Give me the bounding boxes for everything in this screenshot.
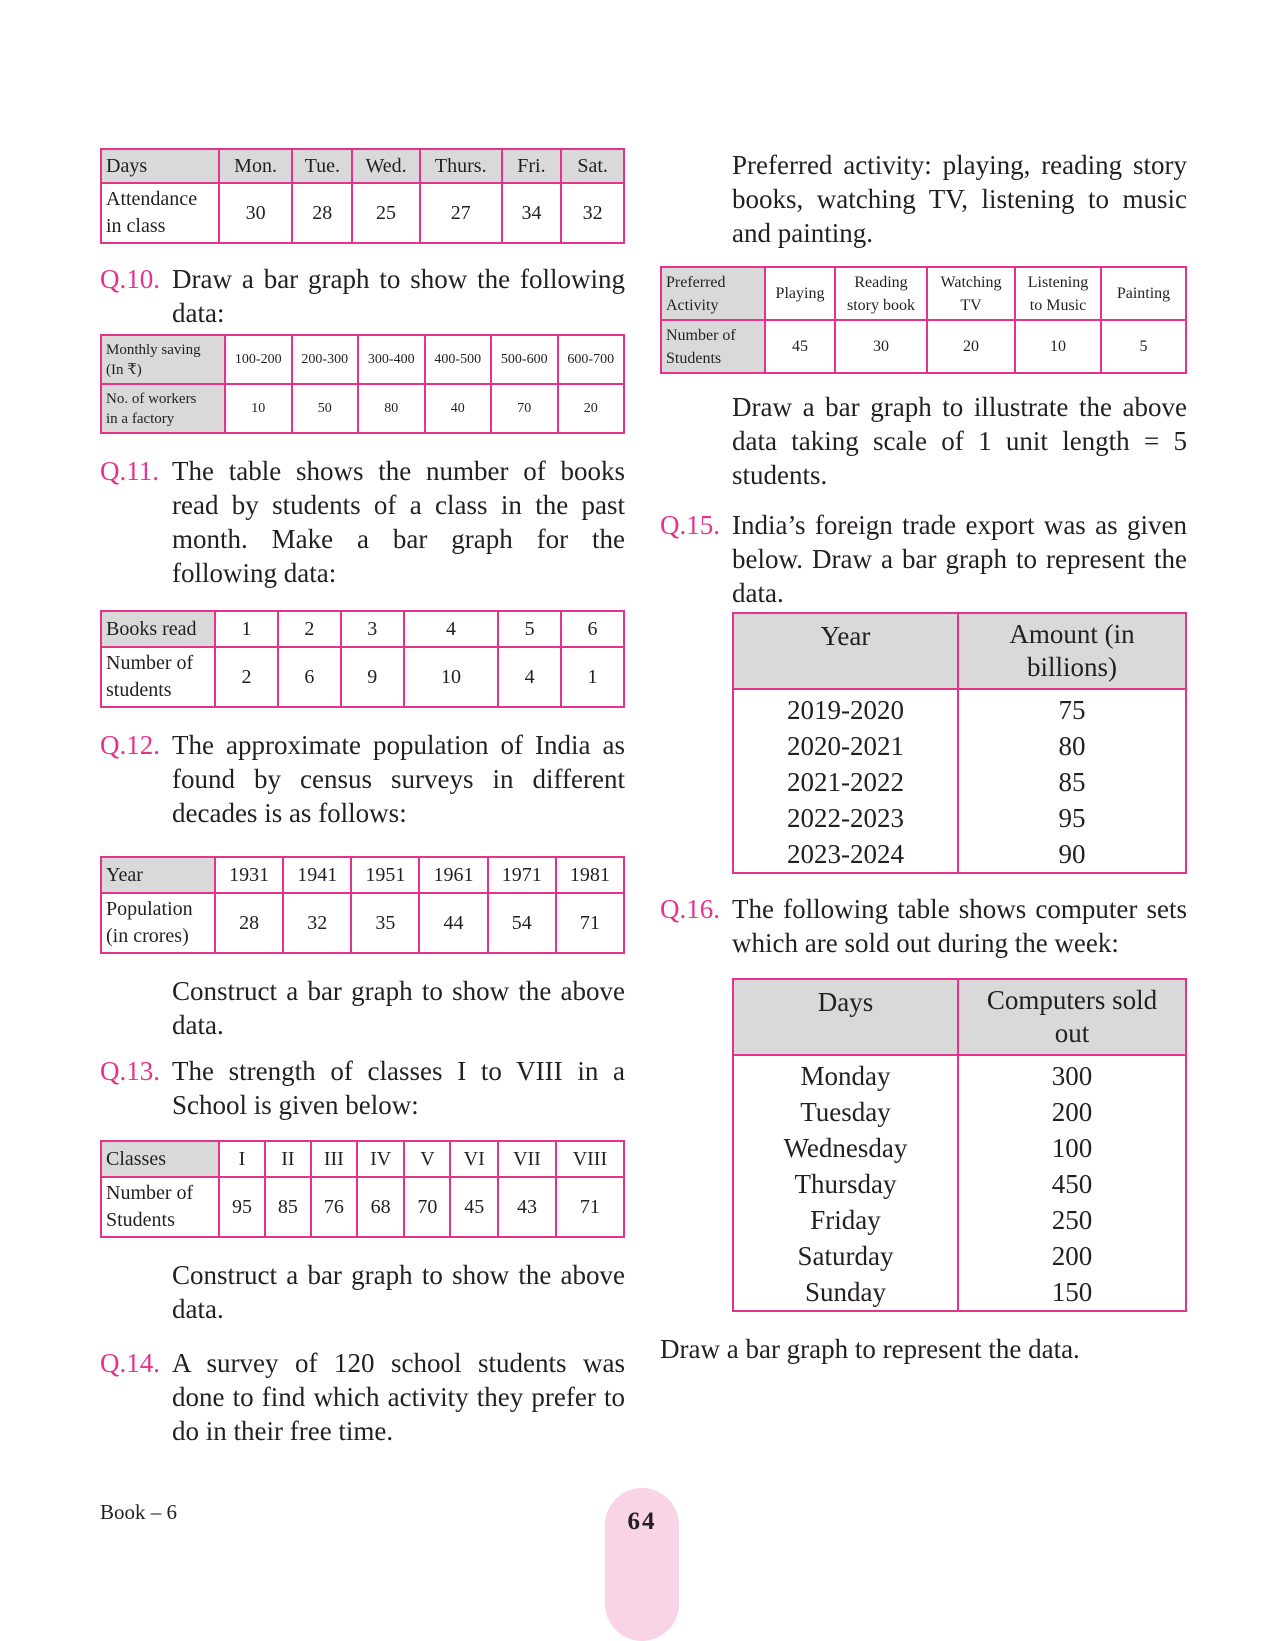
q12-instruction: Construct a bar graph to show the above data.: [172, 976, 625, 1040]
value-cell: 20: [558, 384, 625, 433]
class-cell: VII: [498, 1141, 556, 1177]
q14-continuation: Preferred activity: playing, reading story books, watching TV, listening to music and painting.: [732, 150, 1187, 248]
q16-table-wrap: [732, 978, 1187, 1312]
attendance-header-days: Days: [101, 149, 219, 183]
value-cell: 70: [404, 1177, 450, 1237]
value-cell: 5: [1101, 320, 1186, 373]
value-cell: 10: [1015, 320, 1101, 373]
sold-cell: 200: [958, 1094, 1186, 1130]
attendance-value: 32: [561, 183, 624, 243]
attendance-table: [100, 148, 625, 244]
q16-table: [732, 978, 1187, 1312]
question-text: A survey of 120 school students was done to find which activity they prefer to do in their free time.: [172, 1348, 625, 1446]
class-cell: V: [404, 1141, 450, 1177]
q13-row2-label: [101, 1177, 219, 1237]
label-line: (In ₹): [106, 361, 142, 378]
header-line: Amount (in: [1009, 619, 1135, 649]
value-cell: 70: [491, 384, 558, 433]
sold-cell: 150: [958, 1274, 1186, 1311]
class-cell: II: [265, 1141, 311, 1177]
books-cell: 2: [278, 611, 341, 647]
q14-instruction: Draw a bar graph to illustrate the above data taking scale of 1 unit length = 5 students.: [732, 392, 1187, 490]
activity-line: Painting: [1116, 285, 1171, 302]
sold-cell: 100: [958, 1130, 1186, 1166]
question-14: [100, 1346, 625, 1448]
value-cell: 10: [404, 647, 498, 707]
amount-cell: 75: [958, 689, 1186, 728]
question-number: Q.14.: [100, 1348, 160, 1378]
value-cell: 43: [498, 1177, 556, 1237]
year-cell: 1961: [419, 857, 487, 893]
value-cell: 45: [765, 320, 835, 373]
question-10: [100, 262, 625, 330]
page-number: 64: [627, 1508, 657, 1535]
day-cell: Tue.: [292, 149, 352, 183]
question-number: Q.12.: [100, 730, 160, 760]
q12-row1-label: Year: [101, 857, 215, 893]
question-text: The following table shows computer sets which are sold out during the week:: [732, 894, 1187, 958]
day-cell: Wed.: [352, 149, 420, 183]
day-cell: Tuesday: [733, 1094, 958, 1130]
value-cell: 71: [556, 893, 624, 953]
books-cell: 5: [498, 611, 561, 647]
day-cell: Thursday: [733, 1166, 958, 1202]
class-cell: VIII: [556, 1141, 624, 1177]
question-text: Draw a bar graph to show the following data:: [172, 264, 625, 328]
activity-line: to Music: [1029, 296, 1087, 314]
question-text: India’s foreign trade export was as given below. Draw a bar graph to represent the data.: [732, 510, 1187, 608]
left-column: [100, 148, 625, 1448]
q12-row2-label: [101, 893, 215, 953]
label-line: (in crores): [106, 925, 189, 947]
q13-instruction: Construct a bar graph to show the above data.: [172, 1260, 625, 1324]
label-line: Activity: [666, 296, 719, 314]
value-cell: 54: [488, 893, 556, 953]
label-line: students: [106, 679, 172, 701]
value-cell: 35: [351, 893, 419, 953]
sold-cell: 450: [958, 1166, 1186, 1202]
books-cell: 3: [341, 611, 404, 647]
value-cell: 71: [556, 1177, 624, 1237]
range-cell: 500-600: [491, 335, 558, 384]
q14-table: [660, 266, 1187, 374]
label-line: Number of: [106, 1182, 194, 1204]
question-16: [660, 892, 1187, 960]
range-cell: 100-200: [225, 335, 292, 384]
value-cell: 32: [283, 893, 351, 953]
year-cell: 1941: [283, 857, 351, 893]
label-line: Preferred: [666, 273, 726, 291]
value-cell: 2: [215, 647, 278, 707]
year-cell: 2022-2023: [733, 800, 958, 836]
value-cell: 6: [278, 647, 341, 707]
sold-cell: 300: [958, 1055, 1186, 1094]
activity-line: Playing: [775, 285, 825, 302]
q15-col-amount: [958, 613, 1186, 689]
q13-row1-label: Classes: [101, 1141, 219, 1177]
q10-table: [100, 334, 625, 434]
year-cell: 2019-2020: [733, 689, 958, 728]
activity-line: Listening: [1027, 273, 1089, 291]
attendance-value: 27: [420, 183, 502, 243]
value-cell: 80: [358, 384, 425, 433]
activity-cell: [927, 267, 1015, 320]
label-line: No. of workers: [106, 390, 197, 407]
sold-cell: 250: [958, 1202, 1186, 1238]
header-line: Computers sold: [986, 985, 1158, 1015]
q15-table: [732, 612, 1187, 874]
value-cell: 1: [561, 647, 624, 707]
value-cell: 85: [265, 1177, 311, 1237]
year-cell: 1951: [351, 857, 419, 893]
value-cell: 76: [311, 1177, 357, 1237]
attendance-value: 28: [292, 183, 352, 243]
q16-col-days: Days: [733, 979, 958, 1055]
activity-cell: [765, 267, 835, 320]
day-cell: Sat.: [561, 149, 624, 183]
year-cell: 1971: [488, 857, 556, 893]
attendance-value: 25: [352, 183, 420, 243]
day-cell: Fri.: [502, 149, 562, 183]
day-cell: Monday: [733, 1055, 958, 1094]
value-cell: 45: [450, 1177, 498, 1237]
label-line: in a factory: [106, 410, 175, 427]
class-cell: I: [219, 1141, 265, 1177]
year-cell: 2020-2021: [733, 728, 958, 764]
range-cell: 200-300: [292, 335, 359, 384]
q16-col-sold: [958, 979, 1186, 1055]
amount-cell: 95: [958, 800, 1186, 836]
day-cell: Wednesday: [733, 1130, 958, 1166]
value-cell: 68: [357, 1177, 405, 1237]
label-line: Monthly saving: [106, 341, 201, 358]
year-cell: 1931: [215, 857, 283, 893]
day-cell: Thurs.: [420, 149, 502, 183]
value-cell: 9: [341, 647, 404, 707]
amount-cell: 85: [958, 764, 1186, 800]
header-line: out: [1054, 1018, 1090, 1048]
class-cell: III: [311, 1141, 357, 1177]
books-cell: 4: [404, 611, 498, 647]
q10-row1-label: [101, 335, 225, 384]
question-13: [100, 1054, 625, 1122]
q14-row2-label: [661, 320, 765, 373]
right-column: [660, 148, 1187, 1366]
year-cell: 2023-2024: [733, 836, 958, 873]
question-12: [100, 728, 625, 830]
label-line: Number of: [666, 326, 736, 344]
question-text: The table shows the number of books read by students of a class in the past month. Make a bar graph for the following data:: [172, 456, 625, 588]
attendance-value: 34: [502, 183, 562, 243]
activity-cell: [1101, 267, 1186, 320]
value-cell: 28: [215, 893, 283, 953]
question-text: The approximate population of India as found by census surveys in different decades is as follows:: [172, 730, 625, 828]
range-cell: 600-700: [558, 335, 625, 384]
header-line: billions): [1026, 652, 1117, 682]
activity-cell: [1015, 267, 1101, 320]
activity-line: TV: [960, 296, 982, 314]
activity-line: story book: [847, 296, 915, 314]
q16-instruction: Draw a bar graph to represent the data.: [660, 1334, 1080, 1364]
question-number: Q.11.: [100, 456, 159, 486]
year-cell: 1981: [556, 857, 624, 893]
activity-line: Watching: [940, 273, 1002, 291]
amount-cell: 90: [958, 836, 1186, 873]
value-cell: 50: [292, 384, 359, 433]
q11-row1-label: Books read: [101, 611, 215, 647]
question-number: Q.16.: [660, 894, 720, 924]
range-cell: 400-500: [425, 335, 492, 384]
class-cell: IV: [357, 1141, 405, 1177]
question-11: [100, 454, 625, 590]
q15-col-year: Year: [733, 613, 958, 689]
label-line: Students: [666, 349, 722, 367]
activity-line: Reading: [854, 273, 908, 291]
attendance-row-label: Attendance in class: [101, 183, 219, 243]
range-cell: 300-400: [358, 335, 425, 384]
day-cell: Friday: [733, 1202, 958, 1238]
day-cell: Sunday: [733, 1274, 958, 1311]
value-cell: 30: [835, 320, 927, 373]
day-cell: Saturday: [733, 1238, 958, 1274]
question-text: The strength of classes I to VIII in a School is given below:: [172, 1056, 625, 1120]
value-cell: 95: [219, 1177, 265, 1237]
q13-table: [100, 1140, 625, 1238]
books-cell: 6: [561, 611, 624, 647]
q10-row2-label: [101, 384, 225, 433]
value-cell: 10: [225, 384, 292, 433]
q14-row1-label: [661, 267, 765, 320]
question-number: Q.15.: [660, 510, 720, 540]
question-15: [660, 508, 1187, 610]
year-cell: 2021-2022: [733, 764, 958, 800]
q12-table: [100, 856, 625, 954]
q15-table-wrap: [732, 612, 1187, 874]
value-cell: 4: [498, 647, 561, 707]
attendance-value: 30: [219, 183, 293, 243]
question-number: Q.13.: [100, 1056, 160, 1086]
q11-table: [100, 610, 625, 708]
label-line: Students: [106, 1209, 175, 1231]
activity-cell: [835, 267, 927, 320]
question-number: Q.10.: [100, 264, 160, 294]
books-cell: 1: [215, 611, 278, 647]
book-label: Book – 6: [100, 1500, 178, 1524]
value-cell: 44: [419, 893, 487, 953]
value-cell: 20: [927, 320, 1015, 373]
amount-cell: 80: [958, 728, 1186, 764]
label-line: Population: [106, 898, 193, 920]
class-cell: VI: [450, 1141, 498, 1177]
day-cell: Mon.: [219, 149, 293, 183]
label-line: Number of: [106, 652, 194, 674]
q11-row2-label: [101, 647, 215, 707]
value-cell: 40: [425, 384, 492, 433]
sold-cell: 200: [958, 1238, 1186, 1274]
